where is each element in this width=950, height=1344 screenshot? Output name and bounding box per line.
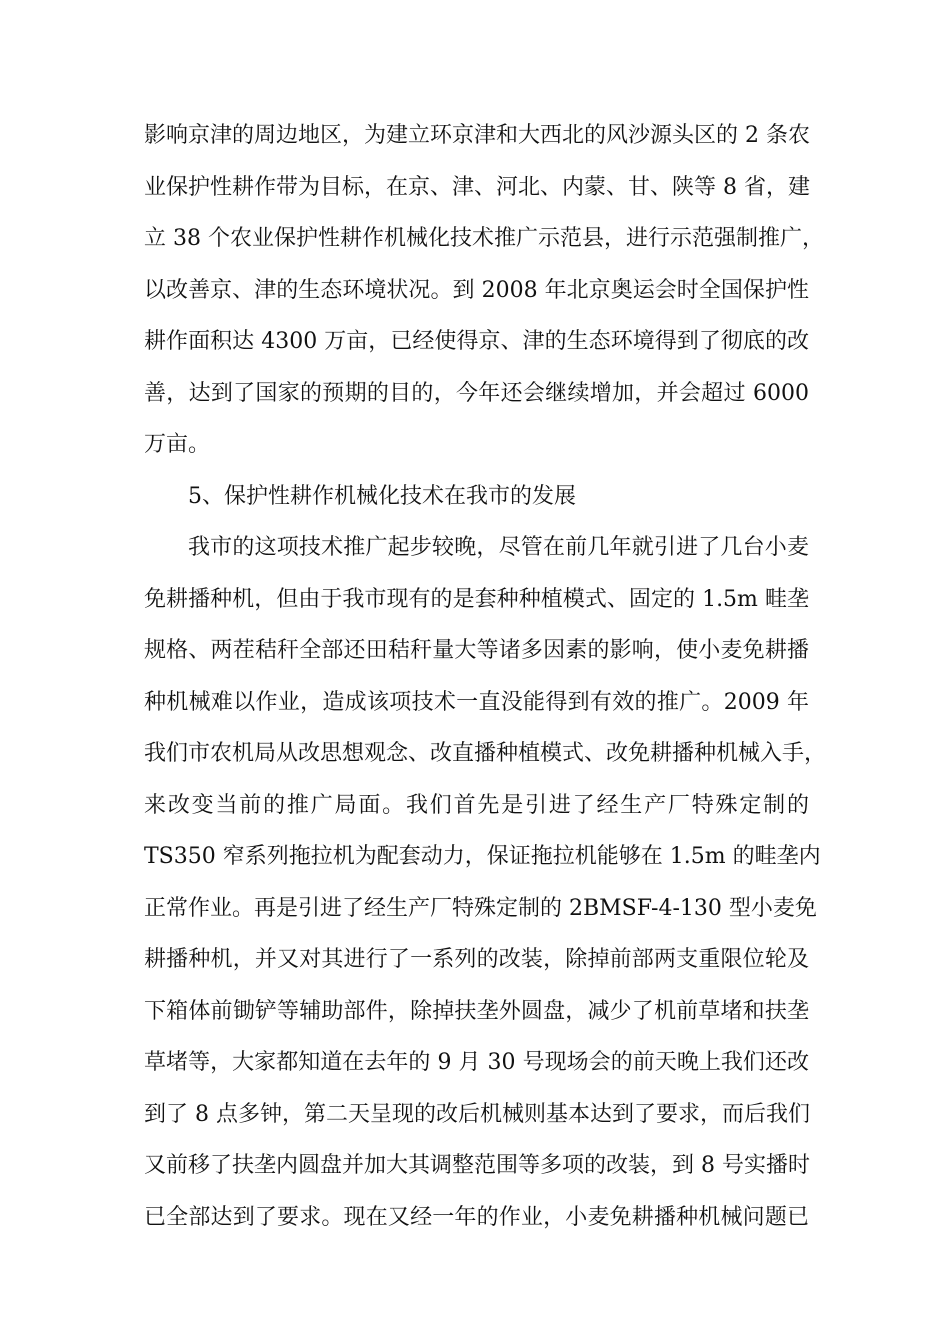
text-line: 立 38 个农业保护性耕作机械化技术推广示范县，进行示范强制推广， (144, 226, 824, 251)
text-line: 草堵等，大家都知道在去年的 9 月 30 号现场会的前天晚上我们还改 (144, 1050, 809, 1075)
body-text (144, 110, 827, 1243)
text-line: TS350 窄系列拖拉机为配套动力，保证拖拉机能够在 1.5m 的畦垄内 (144, 844, 821, 869)
text-line: 耕作面积达 4300 万亩，已经使得京、津的生态环境得到了彻底的改 (144, 329, 809, 354)
text-line: 来改变当前的推广局面。我们首先是引进了经生产厂特殊定制的 (144, 792, 809, 818)
text-line: 到了 8 点多钟，第二天呈现的改后机械则基本达到了要求，而后我们 (144, 1101, 810, 1127)
text-line: 影响京津的周边地区，为建立环京津和大西北的风沙源头区的 2 条农 (144, 123, 810, 148)
text-line: 又前移了扶垄内圆盘并加大其调整范围等多项的改装，到 8 号实播时 (144, 1153, 810, 1178)
text-line: 免耕播种机，但由于我市现有的是套种种植模式、固定的 1.5m 畦垄 (144, 586, 809, 612)
text-line: 万亩。 (144, 432, 211, 457)
text-line: 业保护性耕作带为目标，在京、津、河北、内蒙、甘、陕等 8 省，建 (144, 174, 810, 200)
text-line: 已全部达到了要求。现在又经一年的作业，小麦免耕播种机械问题已 (144, 1204, 809, 1230)
text-line: 我们市农机局从改思想观念、改直播种植模式、改免耕播种机械入手， (144, 741, 827, 766)
text-line: 正常作业。再是引进了经生产厂特殊定制的 2BMSF-4-130 型小麦免 (144, 895, 817, 921)
text-line: 我市的这项技术推广起步较晚，尽管在前几年就引进了几台小麦 (188, 535, 809, 560)
text-line: 规格、两茬秸秆全部还田秸秆量大等诸多因素的影响，使小麦免耕播 (144, 638, 809, 663)
text-line: 善，达到了国家的预期的目的，今年还会继续增加，并会超过 6000 (144, 380, 809, 406)
text-line: 以改善京、津的生态环境状况。到 2008 年北京奥运会时全国保护性 (144, 277, 809, 303)
text-line: 耕播种机，并又对其进行了一系列的改装，除掉前部两支重限位轮及 (144, 947, 809, 972)
section-heading: 5、保护性耕作机械化技术在我市的发展 (188, 483, 576, 509)
text-line: 种机械难以作业，造成该项技术一直没能得到有效的推广。2009 年 (144, 689, 809, 715)
text-line: 下箱体前锄铲等辅助部件，除掉扶垄外圆盘，减少了机前草堵和扶垄 (144, 998, 809, 1024)
